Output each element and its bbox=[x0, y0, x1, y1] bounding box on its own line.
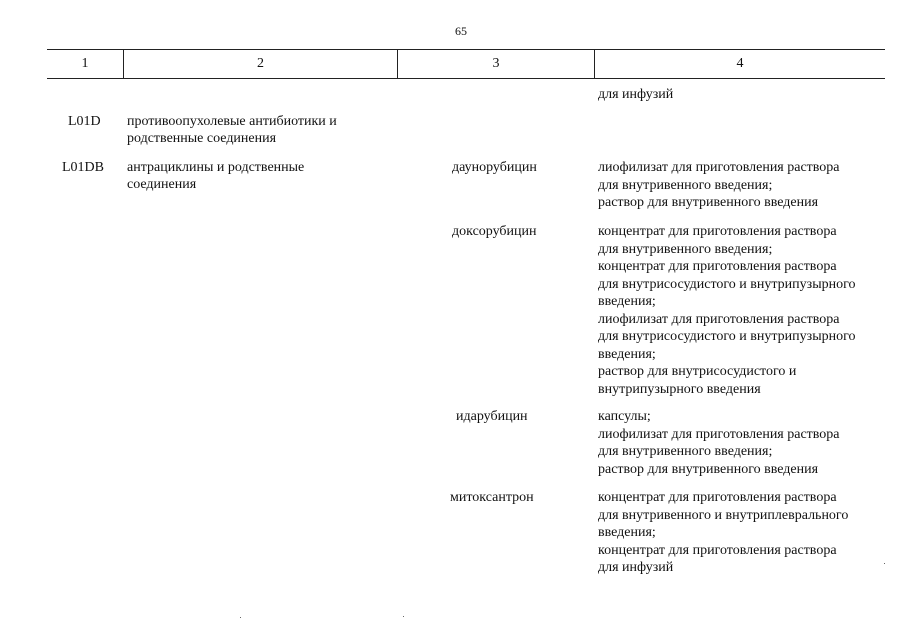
drug-name: идарубицин bbox=[456, 409, 528, 424]
drug-name: даунорубицин bbox=[452, 160, 537, 175]
header-col-3: 3 bbox=[492, 56, 500, 71]
dosage-form-line: для внутривенного введения; bbox=[598, 241, 773, 257]
atc-code: L01D bbox=[68, 114, 101, 129]
header-col-2: 2 bbox=[257, 56, 264, 71]
dosage-form-line: концентрат для приготовления раствора bbox=[598, 542, 837, 558]
header-col-1: 1 bbox=[81, 56, 89, 71]
dosage-form-line: для внутривенного введения; bbox=[598, 177, 773, 193]
dosage-form-line: лиофилизат для приготовления раствора bbox=[598, 160, 840, 175]
scan-speck bbox=[240, 617, 241, 618]
header-col-4: 4 bbox=[736, 56, 744, 71]
group-name-line: родственные соединения bbox=[127, 131, 277, 146]
dosage-form-line: для инфузий bbox=[598, 560, 674, 575]
dosage-form-line: раствор для внутрисосудистого и bbox=[598, 364, 797, 379]
dosage-form-line: для внутривенного и внутриплеврального bbox=[598, 507, 849, 523]
atc-code: L01DB bbox=[62, 160, 104, 175]
dosage-form-line: введения; bbox=[598, 525, 656, 540]
dosage-form-line: лиофилизат для приготовления раствора bbox=[598, 311, 840, 327]
dosage-form-line: раствор для внутривенного введения bbox=[598, 195, 819, 210]
dosage-form-line: раствор для внутривенного введения bbox=[598, 461, 819, 477]
group-name-line: антрациклины и родственные bbox=[127, 160, 305, 175]
page-number: 65 bbox=[455, 24, 467, 38]
scan-speck bbox=[884, 563, 885, 564]
dosage-form-line: концентрат для приготовления раствора bbox=[598, 259, 837, 274]
dosage-form-line: лиофилизат для приготовления раствора bbox=[598, 426, 840, 442]
dosage-form-line: капсулы; bbox=[598, 409, 651, 424]
dosage-form-line: внутрипузырного введения bbox=[598, 381, 761, 397]
dosage-form-line: концентрат для приготовления раствора bbox=[598, 224, 837, 239]
dosage-form-line: для внутрисосудистого и внутрипузырного bbox=[598, 276, 856, 292]
dosage-form-line: для внутривенного введения; bbox=[598, 444, 773, 459]
scan-speck bbox=[403, 616, 404, 617]
group-name-line: соединения bbox=[127, 177, 197, 192]
dosage-form-line: введения; bbox=[598, 346, 656, 362]
table-header bbox=[47, 49, 885, 79]
dosage-form-line: концентрат для приготовления раствора bbox=[598, 490, 837, 505]
dosage-form-line: для внутрисосудистого и внутрипузырного bbox=[598, 329, 856, 344]
dosage-form-line: введения; bbox=[598, 294, 656, 309]
group-name-line: противоопухолевые антибиотики и bbox=[127, 114, 337, 129]
continuation-form: для инфузий bbox=[598, 87, 674, 102]
drug-name: митоксантрон bbox=[450, 490, 534, 505]
drug-name: доксорубицин bbox=[452, 224, 537, 239]
